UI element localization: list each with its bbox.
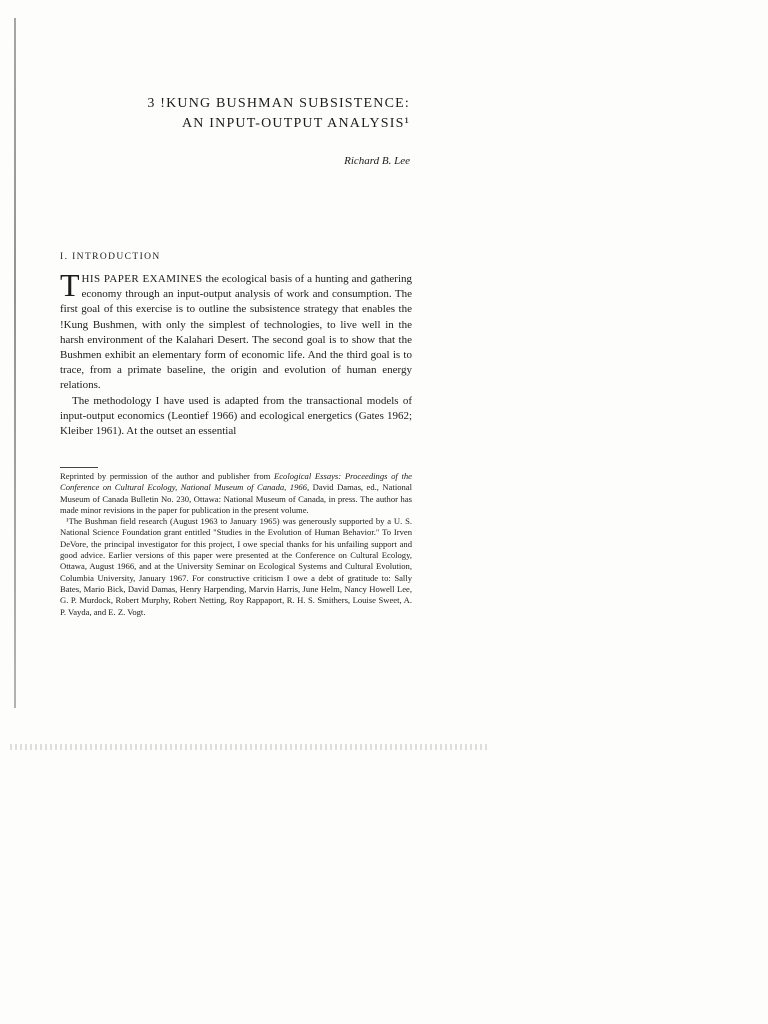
- paragraph-1-text: the ecological basis of a hunting and gathering economy through an input-output analysis of work and consumption. The first goal of this exercise is to outline the subsistence strategy that enables the !Kung Bushmen, with only the simplest of technologies, to live well in the harsh environment of the Kalahari Desert. The second goal is to show that the Bushmen exhibit an elementary form of economic life. And the third goal is to trace, from a primate baseline, the origin and evolution of human energy relations.: [60, 273, 413, 392]
- chapter-title-line-2: AN INPUT-OUTPUT ANALYSIS¹: [181, 116, 410, 131]
- author-name: Richard B. Lee: [344, 155, 410, 167]
- scan-artifact: [10, 744, 490, 750]
- footnote-rule: [60, 467, 98, 468]
- lead-in-smallcaps: HIS PAPER EXAMINES: [81, 273, 203, 285]
- body-text: [60, 267, 413, 439]
- paragraph-2: The methodology I have used is adapted from the transactional models of input-output economics (Leontief 1966) and ecological energetics (Gates 1962; Kleiber 1961). At the outset an essential: [60, 394, 412, 438]
- reprint-note-text: Reprinted by permission of the author and publisher from: [60, 471, 274, 481]
- reprint-note-details: David Damas, ed., National Museum of Canada Bulletin No. 230, Ottawa: National Museum of Canada, in press. The author has made minor revisions in the paper for publication in the present volume.: [60, 482, 413, 515]
- chapter-title-line-1: 3 !KUNG BUSHMAN SUBSISTENCE:: [147, 96, 410, 111]
- chapter-title: [70, 94, 410, 134]
- section-heading: I. INTRODUCTION: [60, 252, 161, 262]
- drop-cap: T: [60, 267, 80, 303]
- footnote-1: ¹The Bushman field research (August 1963 to January 1965) was generously supported by a U. S. National Science Foundation grant entitled "Studies in the Evolution of Human Behavior." To Irven DeVore, the principal investigator for this project, I owe special thanks for his unfailing support and good advice. Earlier versions of this paper were presented at the Conference on Cultural Ecology, Ottawa, August 1966, and at the University Seminar on Ecological Systems and Cultural Evolution, Columbia University, January 1967. For constructive criticism I owe a debt of gratitude to: Sally Bates, Mario Bick, David Damas, Henry Harpending, Marvin Harris, June Helm, Nancy Howell Lee, G. P. Murdock, Robert Murphy, Robert Netting, Roy Rappaport, R. H. S. Smithers, Louise Sweet, A. P. Vayda, and E. Z. Vogt.: [60, 516, 412, 617]
- page-binding-edge: [14, 18, 16, 708]
- reprint-note: [60, 471, 412, 516]
- reprint-source-title: Ecological Essays: Proceedings of the Conference on Cultural Ecology, National Museum of Canada, 1966,: [60, 471, 412, 493]
- footnotes: [60, 471, 412, 618]
- paragraph-1: [60, 267, 413, 394]
